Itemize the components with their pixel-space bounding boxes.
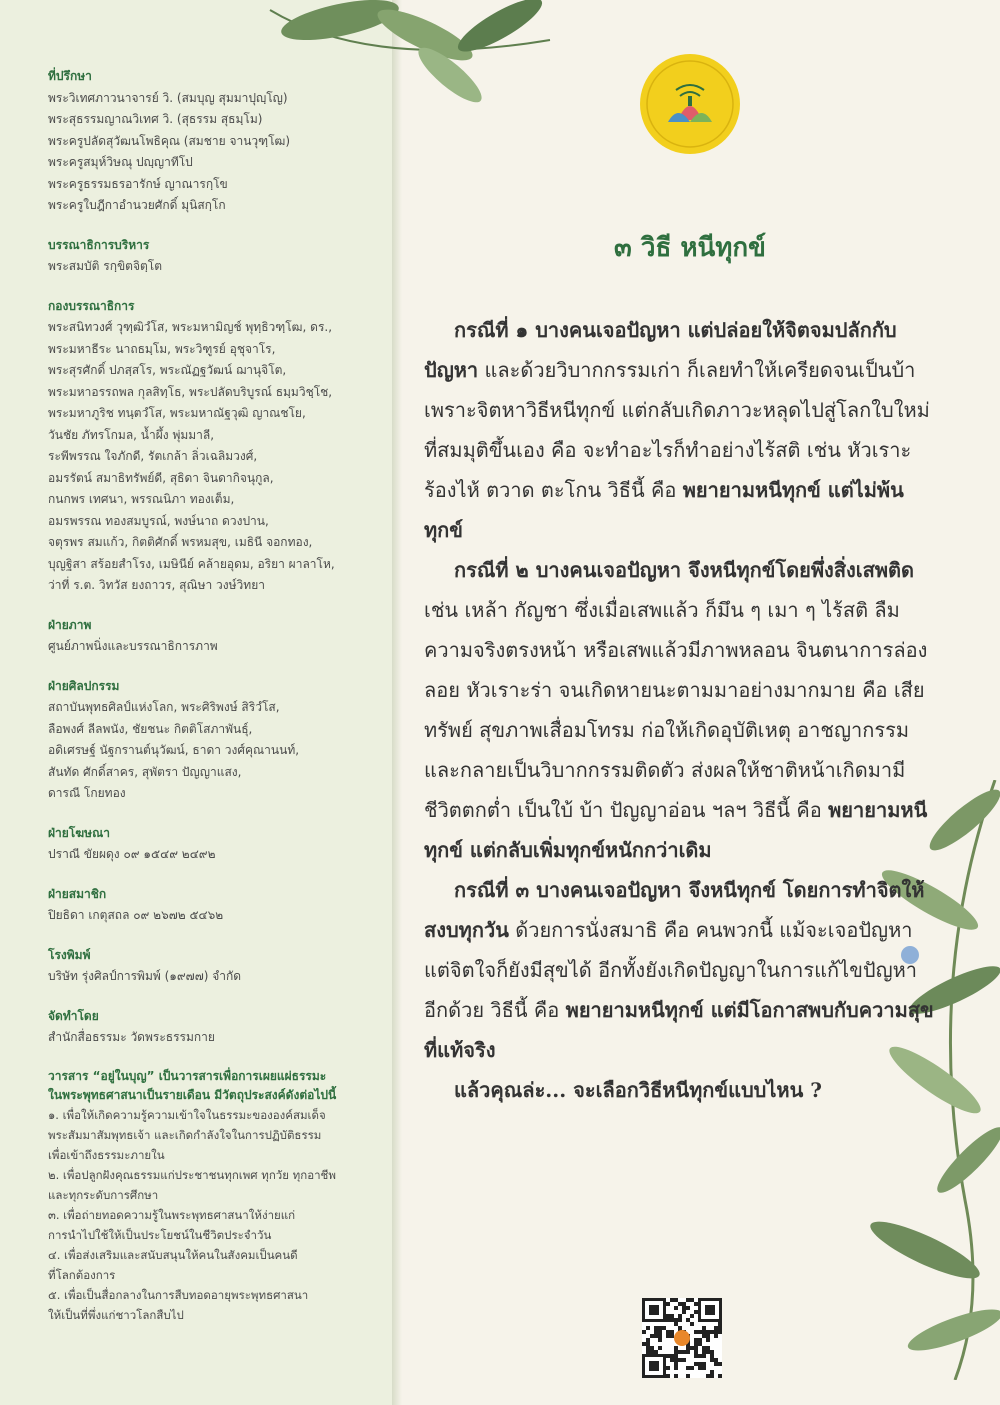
logo-icon: [638, 52, 742, 156]
masthead-line: พระสุธรรมญาณวิเทศ วิ. (สุธรรม สุธมฺโม): [48, 112, 263, 126]
masthead-line: สันทัด ศักดิ์สาคร, สุพัตรา ปัญญาแสง,: [48, 764, 242, 779]
masthead-line: พระสุรศักดิ์ ปภสฺสโร, พระณัฏฐวัฒน์ ฌานุจิโต,: [48, 363, 287, 377]
masthead-line: พระครูธรรมธรอารักษ์ ญาณารกฺโข: [48, 176, 228, 191]
masthead-section-title: ฝ่ายโฆษณา: [48, 825, 110, 840]
mission-item: การนำไปใช้ให้เป็นประโยชน์ในชีวิตประจำวัน: [48, 1227, 272, 1242]
masthead-line: อมรรัตน์ สมาธิทรัพย์ดี, สุธิดา จินดากิจนุกูล,: [48, 470, 274, 485]
article-title: ๓ วิธี หนีทุกข์: [614, 233, 766, 263]
mission-item: ๒. เพื่อปลูกฝังคุณธรรมแก่ประชาชนทุกเพศ ทุกวัย ทุกอาชีพ: [48, 1167, 336, 1182]
masthead-line: บุญฐิสา สร้อยสำโรง, เมษินีย์ คล้ายอุดม, อริยา ผาลาโห,: [48, 556, 335, 571]
masthead-line: อมรพรรณ ทองสมบูรณ์, พงษ์นาถ ดวงปาน,: [48, 513, 269, 528]
masthead-line: พระครูใบฎีกาอำนวยศักดิ์ มุนิสกฺโก: [48, 198, 226, 212]
masthead-line: วันชัย ภัทรโกมล, น้ำผึ้ง พุ่มมาลี,: [48, 427, 215, 442]
masthead-section: [48, 676, 378, 805]
masthead-section: [48, 615, 378, 658]
masthead-line: พระมหาภูริช ทนฺตวํโส, พระมหาณัฐวุฒิ ญาณชโย,: [48, 406, 306, 420]
masthead-line: กนกพร เทศนา, พรรณนิภา ทองเต็ม,: [48, 492, 235, 506]
masthead-line: พระครูปลัดสุวัฒนโพธิคุณ (สมชาย จานวุฑฺโฒ): [48, 133, 291, 148]
article-paragraph: [424, 310, 936, 550]
masthead-line: พระครูสมุห์วิษณุ ปญฺญาทีโป: [48, 155, 193, 169]
masthead-section-title: ฝ่ายสมาชิก: [48, 886, 107, 901]
article-closing: แล้วคุณล่ะ... จะเลือกวิธีหนีทุกข์แบบไหน ?: [454, 1078, 822, 1102]
masthead-line: พระสมบัติ รกฺขิตจิตฺโต: [48, 259, 163, 273]
article-paragraph: [424, 550, 936, 870]
article-body: [424, 310, 936, 1110]
mission-title: วารสาร “อยู่ในบุญ” เป็นวารสารเพื่อการเผยแผ่ธรรมะ: [48, 1068, 327, 1083]
masthead-line: ดารณี โกยทอง: [48, 786, 126, 800]
masthead-line: พระวิเทศภาวนาจารย์ วิ. (สมบุญ สุมมาปุญฺโญ): [48, 90, 288, 105]
mission-item: ที่โลกต้องการ: [48, 1267, 116, 1282]
mission-statement: [48, 1067, 378, 1325]
mission-item: และทุกระดับการศึกษา: [48, 1187, 159, 1202]
article-emphasis: กรณีที่ ๓ บางคนเจอปัญหา จึงหนีทุกข์ โดยการทำจิตให้สงบทุกวัน: [424, 878, 925, 942]
mission-item: ๔. เพื่อส่งเสริมและสนับสนุนให้คนในสังคมเป็นคนดี: [48, 1247, 298, 1262]
masthead-section: [48, 884, 378, 927]
masthead-section-title: บรรณาธิการบริหาร: [48, 237, 150, 252]
masthead-section-title: กองบรรณาธิการ: [48, 298, 135, 313]
mission-item: ๕. เพื่อเป็นสื่อกลางในการสืบทอดอายุพระพุทธศาสนา: [48, 1287, 309, 1302]
masthead-line: อดิเศรษฐ์ นัฐกรานต์นุวัฒน์, ธาดา วงศ์คุณานนท์,: [48, 743, 300, 757]
mission-item: ให้เป็นที่พึ่งแก่ชาวโลกสืบไป: [48, 1307, 184, 1322]
qr-code-icon[interactable]: [642, 1298, 722, 1378]
masthead-section-title: ฝ่ายศิลปกรรม: [48, 678, 120, 693]
masthead-line: สถาบันพุทธศิลป์แห่งโลก, พระศิริพงษ์ สิริวํโส,: [48, 700, 280, 714]
article-text: ด้วยการนั่งสมาธิ คือ คนพวกนี้ แม้จะเจอปัญหา แต่จิตใจก็ยังมีสุขได้ อีกทั้งยังเกิดปัญญาในการแก้ไขปัญหาอีกด้วย วิธีนี้ คือ: [424, 918, 918, 1022]
masthead-line: ศูนย์ภาพนิ่งและบรรณาธิการภาพ: [48, 639, 218, 653]
mission-item: พระสัมมาสัมพุทธเจ้า และเกิดกำลังใจในการปฏิบัติธรรม: [48, 1127, 322, 1142]
masthead-line: จตุรพร สมแก้ว, กิตติศักดิ์ พรหมสุข, เมธินี จอกทอง,: [48, 535, 313, 549]
masthead-line: ระพีพรรณ ใจภักดี, รัตเกล้า ลิ่วเฉลิมวงศ์,: [48, 449, 258, 463]
masthead-section: [48, 1006, 378, 1049]
article-emphasis: พยายามหนีทุกข์ แต่กลับเพิ่มทุกข์หนักกว่าเดิม: [424, 798, 928, 862]
masthead-section-title: จัดทำโดย: [48, 1008, 99, 1023]
article-text: และด้วยวิบากกรรมเก่า ก็เลยทำให้เครียดจนเป็นบ้า เพราะจิตหาวิธีหนีทุกข์ แต่กลับเกิดภาวะหลุดไปสู่โลกใบใหม่ที่สมมุติขึ้นเอง คือ จะทำอะไรก็ทำอย่างไร้สติ เช่น หัวเราะ ร้องไห้ ตวาด ตะโกน วิธีนี้ คือ: [424, 358, 930, 502]
mission-item: เพื่อเข้าถึงธรรมะภายใน: [48, 1147, 165, 1162]
masthead-line: ลือพงศ์ ลีลพนัง, ชัยชนะ กิตติโสภาพันธุ์,: [48, 721, 253, 736]
masthead-section: [48, 823, 378, 866]
masthead-section-title: โรงพิมพ์: [48, 947, 91, 962]
article-emphasis: กรณีที่ ๑ บางคนเจอปัญหา แต่ปล่อยให้จิตจมปลักกับปัญหา: [424, 318, 897, 382]
masthead-line: พระสนิทวงศ์ วุฑฺฒิวํโส, พระมหามิญช์ พุทฺธิวฑฺโฒ, ดร.,: [48, 320, 333, 334]
mission-item: ๑. เพื่อให้เกิดความรู้ความเข้าใจในธรรมะขององค์สมเด็จ: [48, 1107, 326, 1122]
article-paragraph: [424, 870, 936, 1070]
masthead-section-title: ฝ่ายภาพ: [48, 617, 92, 632]
masthead: [48, 66, 378, 1325]
article-emphasis: กรณีที่ ๒ บางคนเจอปัญหา จึงหนีทุกข์โดยพึ่งสิ่งเสพติด: [454, 558, 914, 582]
article-text: เช่น เหล้า กัญชา ซึ่งเมื่อเสพแล้ว ก็มึน ๆ เมา ๆ ไร้สติ ลืมความจริงตรงหน้า หรือเสพแล้วมีภาพหลอน จินตนาการล่องลอย หัวเราะร่า จนเกิดหายนะตามมาอย่างมากมาย คือ เสียทรัพย์ สุขภาพเสื่อมโทรม ก่อให้เกิดอุบัติเหตุ อาชญากรรม และกลายเป็นวิบากกรรมติดตัว ส่งผลให้ชาติหน้าเกิดมามีชีวิตตกต่ำ เป็นใบ้ บ้า ปัญญาอ่อน ฯลฯ วิธีนี้ คือ: [424, 598, 928, 822]
masthead-line: ว่าที่ ร.ต. วิทวัส ยงถาวร, สุณิษา วงษ์วิทยา: [48, 578, 265, 592]
masthead-line: พระมหาธีระ นาถธมฺโม, พระวิฑูรย์ อุชุจาโร,: [48, 341, 276, 356]
masthead-line: สำนักสื่อธรรมะ วัดพระธรรมกาย: [48, 1030, 215, 1044]
masthead-line: บริษัท รุ่งศิลป์การพิมพ์ (๑๙๗๗) จำกัด: [48, 969, 242, 983]
masthead-section: [48, 66, 378, 217]
masthead-section: [48, 945, 378, 988]
masthead-line: ปิยธิดา เกตุสถล ๐๙ ๒๖๗๒ ๕๔๖๒: [48, 908, 224, 922]
masthead-line: ปราณี ขัยผดุง ๐๙ ๑๕๔๙ ๒๔๙๒: [48, 847, 216, 861]
mission-item: ๓. เพื่อถ่ายทอดความรู้ในพระพุทธศาสนาให้ง่ายแก่: [48, 1207, 296, 1222]
article-emphasis: พยายามหนีทุกข์ แต่ไม่พ้นทุกข์: [424, 478, 904, 542]
masthead-section-title: ที่ปรึกษา: [48, 69, 92, 83]
masthead-section: [48, 235, 378, 278]
article-emphasis: พยายามหนีทุกข์ แต่มีโอกาสพบกับความสุขที่แท้จริง: [424, 998, 934, 1062]
masthead-line: พระมหาอรรถพล กุลสิทฺโธ, พระปลัดบริบูรณ์ ธมฺมวิชฺโช,: [48, 384, 333, 399]
sidebar-divider: [392, 0, 402, 1405]
mission-title: ในพระพุทธศาสนาเป็นรายเดือน มีวัตถุประสงค์ดังต่อไปนี้: [48, 1087, 337, 1102]
masthead-section: [48, 296, 378, 597]
